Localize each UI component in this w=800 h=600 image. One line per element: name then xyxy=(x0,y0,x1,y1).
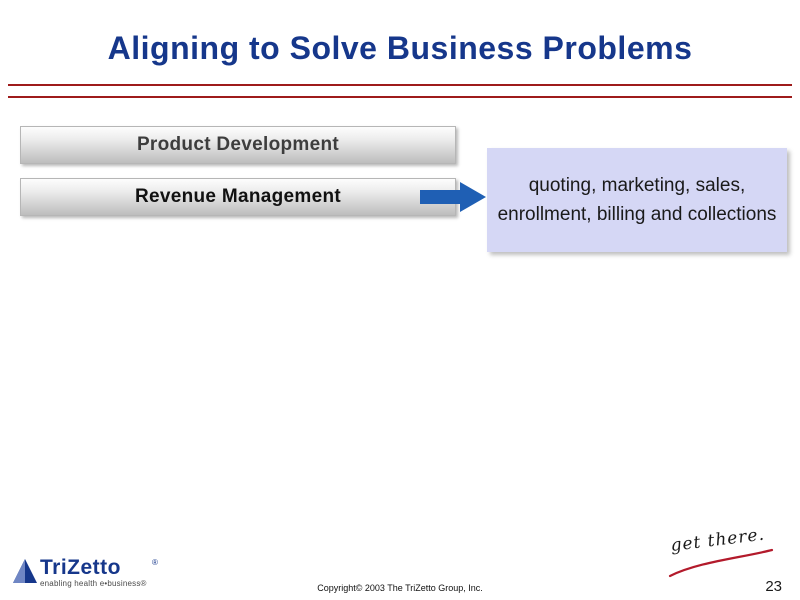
page-title: Aligning to Solve Business Problems xyxy=(107,30,693,66)
right-arrow-icon xyxy=(420,182,486,212)
title-divider-bottom xyxy=(8,96,792,98)
bar-revenue-management xyxy=(20,178,456,216)
callout-text: quoting, marketing, sales, enrollment, billing and collections xyxy=(497,175,777,225)
bar-label: Revenue Management xyxy=(134,186,341,207)
copyright-text: Copyright© 2003 The TriZetto Group, Inc. xyxy=(317,583,483,593)
callout-box xyxy=(487,148,787,252)
get-there-mark xyxy=(668,524,778,580)
logo-registered-mark: ® xyxy=(152,558,158,567)
bar-label: Product Development xyxy=(136,134,340,155)
page-number: 23 xyxy=(765,578,782,595)
logo-tagline: enabling health e•business® xyxy=(40,579,147,588)
logo-wordmark: TriZetto xyxy=(40,556,121,579)
bar-product-development xyxy=(20,126,456,164)
get-there-text: get there. xyxy=(669,524,766,556)
title-divider-top xyxy=(8,84,792,86)
